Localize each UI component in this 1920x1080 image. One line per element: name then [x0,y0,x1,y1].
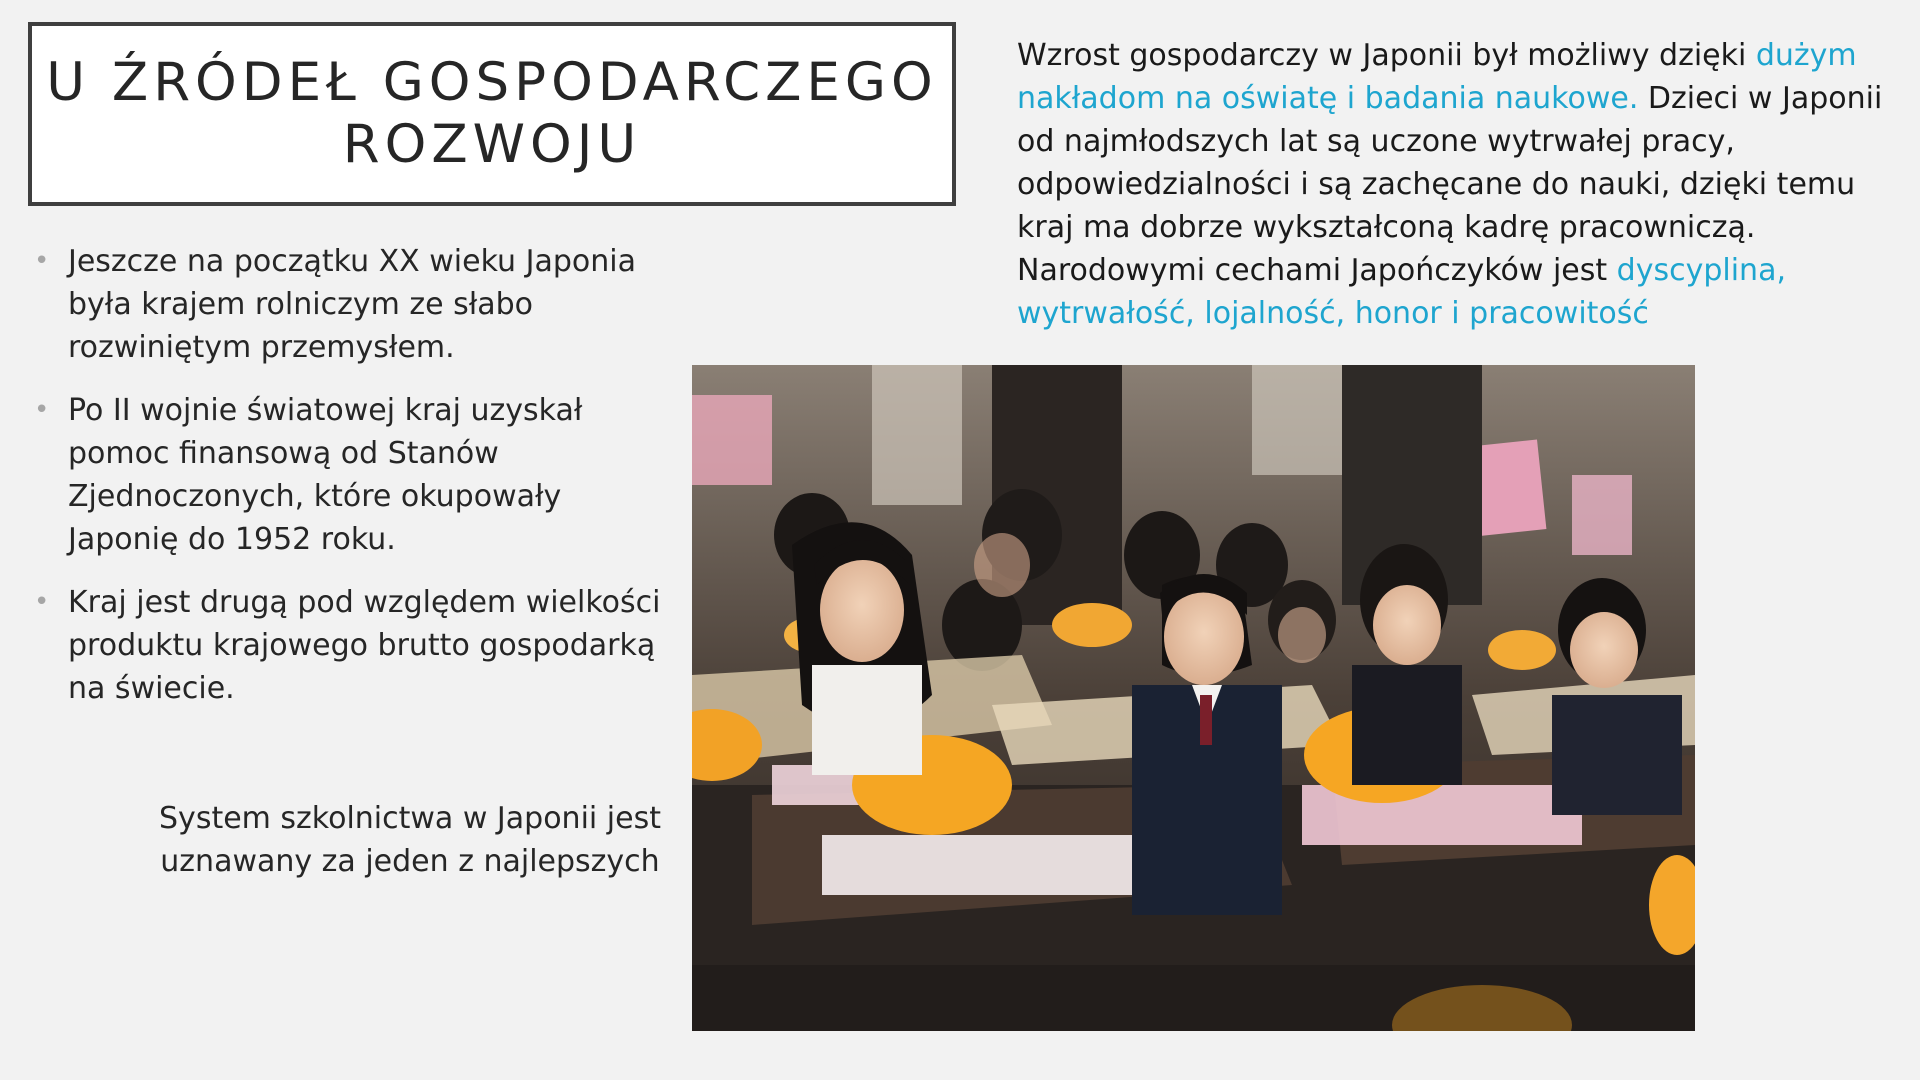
intro-highlight-education: dużym nakładom na oświatę i badania naukowe. [1017,38,1857,116]
bullet-text: Po II wojnie światowej kraj uzyskał pomoc finansową od Stanów Zjednoczonych, które okupowały Japonię do 1952 roku. [68,393,583,557]
intro-text-2: Dzieci w Japonii od najmłodszych lat są uczone wytrwałej pracy, odpowiedzialności i są zachęcane do nauki, dzięki temu kraj ma dobrze wykształconą kadrę pracowniczą. Narodowymi cechami Japończyków jest [1017,81,1883,288]
bullet-item [30,389,680,561]
slide-title-line-1: U ŹRÓDEŁ GOSPODARCZEGO [46,52,938,113]
intro-highlight-traits: dyscyplina, wytrwałość, lojalność, honor i pracowitość [1017,253,1786,331]
intro-text-1: Wzrost gospodarczy w Japonii był możliwy dzięki [1017,38,1756,73]
classroom-photo [692,365,1695,1031]
bullet-text: Jeszcze na początku XX wieku Japonia była krajem rolniczym ze słabo rozwiniętym przemysłem. [68,244,636,365]
title-box [28,22,956,206]
bullet-list [30,240,680,730]
bullet-item [30,240,680,369]
school-system-note: System szkolnictwa w Japonii jest uznawany za jeden z najlepszych [159,801,661,879]
intro-paragraph [1017,34,1897,335]
bullet-icon: • [34,395,50,425]
bullet-text: Kraj jest drugą pod względem wielkości produktu krajowego brutto gospodarką na świecie. [68,585,661,706]
bullet-icon: • [34,246,50,276]
bullet-item [30,581,680,710]
classroom-photo-illustration [692,365,1695,1031]
bullet-icon: • [34,587,50,617]
slide-title-line-2: ROZWOJU [342,114,642,175]
